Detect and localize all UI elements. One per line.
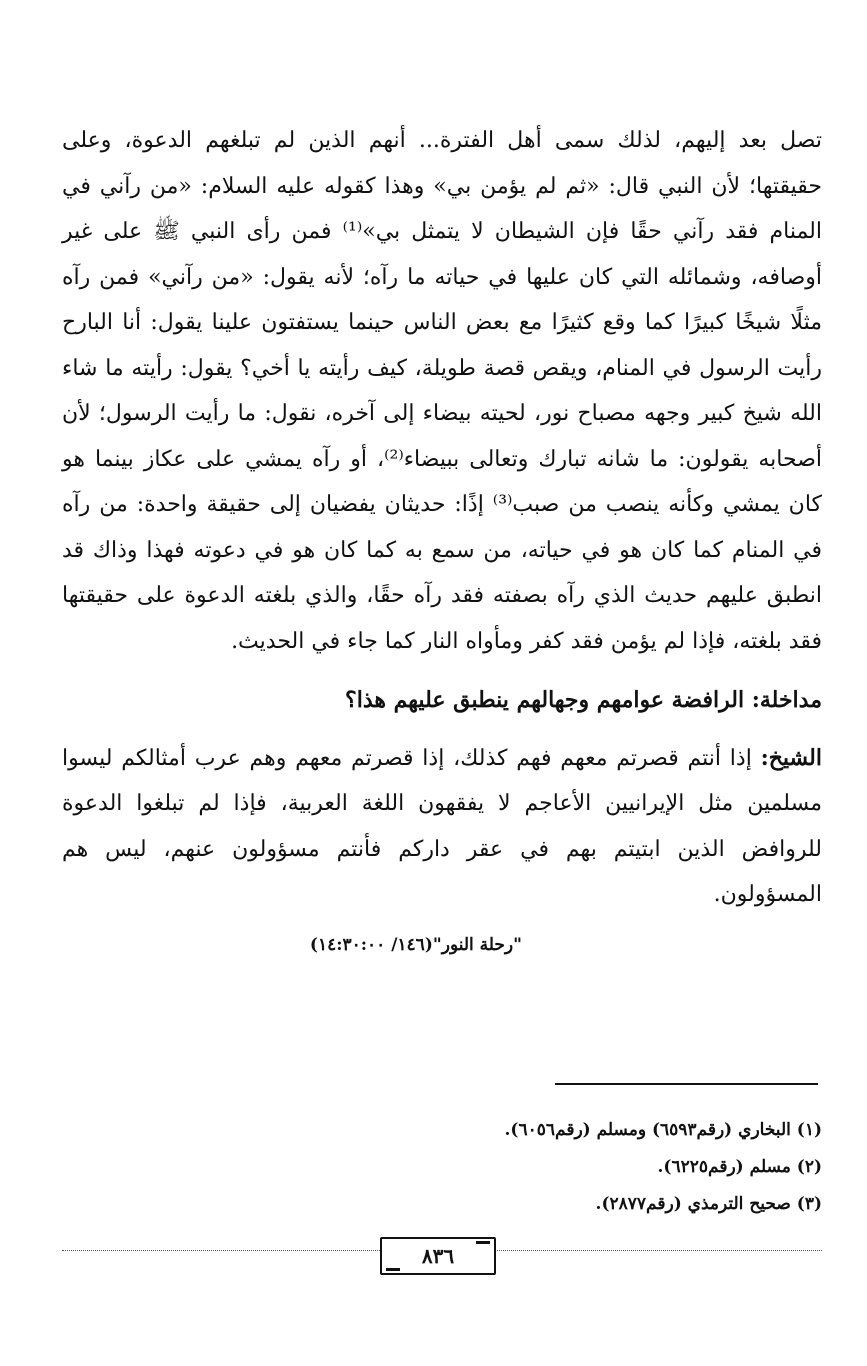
footnote-3: (٣) صحيح الترمذي (رقم٢٨٧٧). [595, 1194, 822, 1214]
sheikh-paragraph [62, 736, 822, 918]
intervention-label: مداخلة: [751, 687, 822, 713]
intervention-text: الرافضة عوامهم وجهالهم ينطبق عليهم هذا؟ [345, 687, 752, 713]
sheikh-text: إذا أنتم قصرتم معهم فهم كذلك، إذا قصرتم معهم وهم عرب أمثالكم ليسوا مسلمين مثل الإيرانيين الأعاجم لا يفقهون اللغة العربية، فإذا لم تبلغوا الدعوة للروافض الذين ابتيتم بهم في عقر داركم فأنتم مسؤولون عنهم، ليس هم المسؤولون. [62, 745, 822, 907]
footnotes [62, 1112, 822, 1223]
ornament-top-right [476, 1241, 490, 1252]
footnote-1: (١) البخاري (رقم٦٥٩٣) ومسلم (رقم٦٠٥٦). [504, 1120, 822, 1140]
page-body [62, 118, 822, 960]
page-number-frame [380, 1237, 496, 1275]
footnote-separator [555, 1083, 818, 1085]
source-citation: "رحلة النور"(١٤٦/ ١٤:٣٠:٠٠) [309, 934, 522, 955]
ornament-bottom-left [386, 1260, 400, 1271]
sheikh-label: الشيخ: [760, 744, 822, 771]
page-number: ٨٣٦ [421, 1244, 455, 1268]
main-paragraph: تصل بعد إليهم، لذلك سمى أهل الفترة... أنهم الذين لم تبلغهم الدعوة، وعلى حقيقتها؛ لأن النبي قال: «ثم لم يؤمن بي» وهذا كقوله عليه السلام: «من رآني في المنام فقد رآني حقًا فإن الشيطان لا يتمثل بي»⁽¹⁾ فمن رأى النبي ﷺ على غير أوصافه، وشمائله التي كان عليها في حياته ما رآه؛ لأنه يقول: «من رآني» فمن رآه مثلًا شيخًا كبيرًا كما وقع كثيرًا مع بعض الناس حينما يستفتون علينا يقول: أنا البارح رأيت الرسول في المنام، ويقص قصة طويلة، كيف رأيته يا أخي؟ يقول: رأيته ما شاء الله شيخ كبير وجهه مصباح نور، لحيته بيضاء إلى آخره، نقول: ما رأيت الرسول؛ لأن أصحابه يقولون: ما شانه تبارك وتعالى ببيضاء⁽²⁾، أو رآه يمشي على عكاز بينما هو كان يمشي وكأنه ينصب من صبب⁽³⁾ إذًا: حديثان يفضيان إلى حقيقة واحدة: من رآه في المنام كما كان هو في حياته، من سمع به كما كان هو في دعوته فهذا وذاك قد انطبق عليهم حديث الذي رآه بصفته فقد رآه حقًا، والذي بلغته الدعوة على حقيقتها فقد بلغته، فإذا لم يؤمن فقد كفر ومأواه النار كما جاء في الحديث. [62, 128, 823, 654]
footnote-2: (٢) مسلم (رقم٦٢٢٥). [657, 1157, 822, 1177]
intervention-paragraph [62, 678, 822, 724]
